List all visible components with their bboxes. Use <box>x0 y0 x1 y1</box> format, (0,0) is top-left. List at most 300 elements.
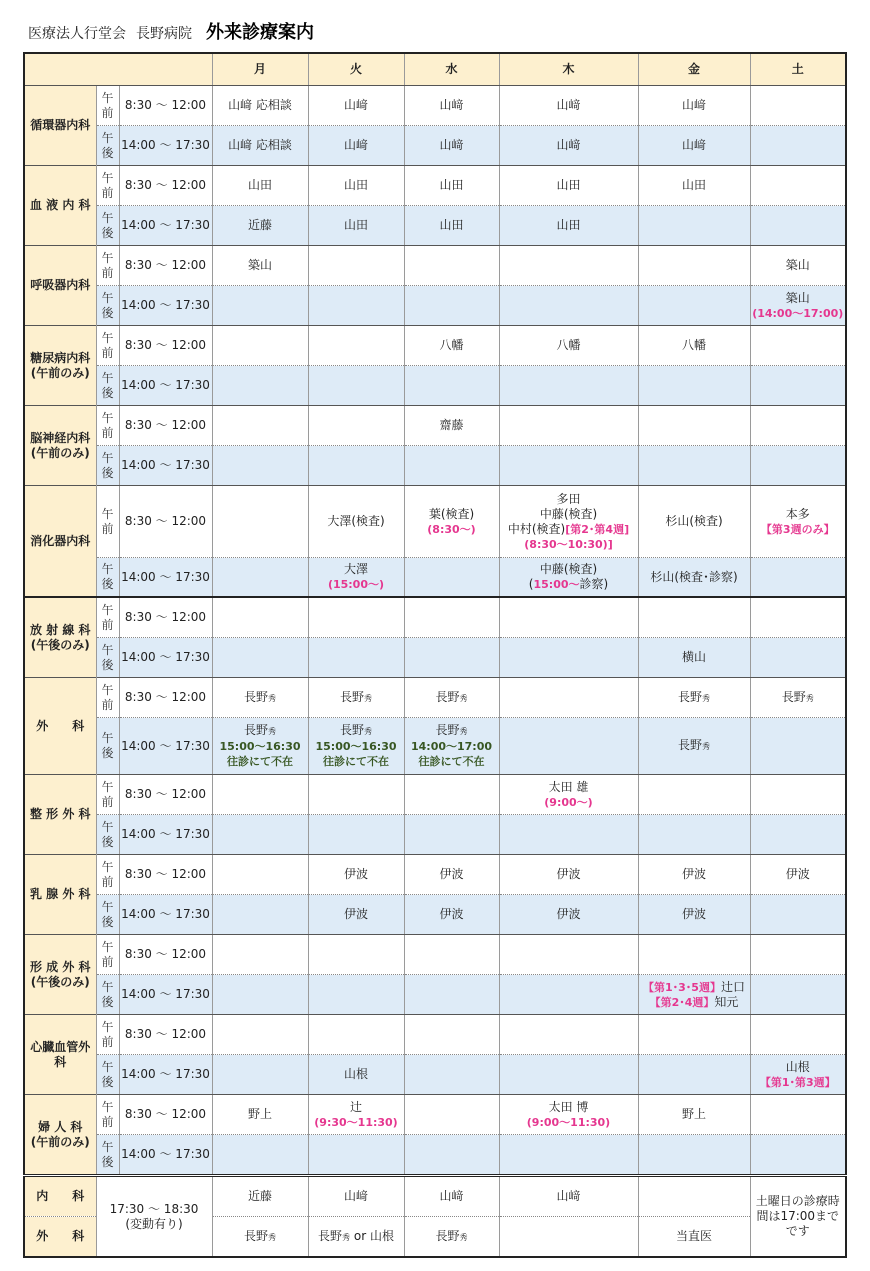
cell <box>499 286 638 326</box>
doctor-name: 長野 <box>435 723 460 737</box>
cell <box>212 486 308 558</box>
name-suffix: 秀 <box>459 727 468 736</box>
hema-am-row <box>24 166 846 206</box>
cell: 伊波 <box>750 855 846 895</box>
cell <box>212 678 308 718</box>
am-time: 8:30 ～ 12:00 <box>119 597 212 638</box>
hours-note: (14:00～17:00) <box>752 306 844 320</box>
cell <box>499 815 638 855</box>
cell <box>750 126 846 166</box>
name-suffix: 秀 <box>364 693 372 703</box>
cell <box>308 678 404 718</box>
pm-label: 午後 <box>96 206 119 246</box>
doctor-name: 山根 <box>785 1059 810 1074</box>
cell <box>750 638 846 678</box>
cell <box>638 286 750 326</box>
dept-name: 脳神経内科 <box>30 430 91 445</box>
evening-internal-row <box>24 1176 846 1217</box>
cell <box>499 1135 638 1176</box>
cell <box>212 975 308 1015</box>
cell <box>212 1015 308 1055</box>
dept-gastro: 消化器内科 <box>24 486 96 598</box>
cell: 大澤(検査) <box>308 486 404 558</box>
doctor-line <box>639 980 750 995</box>
dept-sub: (午前のみ) <box>30 445 90 460</box>
name-suffix: 秀 <box>702 742 710 751</box>
cell <box>404 286 499 326</box>
week-note: 【第2･4週】 <box>649 995 715 1009</box>
am-label: 午前 <box>96 406 119 446</box>
am-label: 午前 <box>96 486 119 558</box>
doctor-name: 辻口 <box>720 979 745 994</box>
cell <box>404 366 499 406</box>
pm-time: 14:00 ～ 17:30 <box>119 206 212 246</box>
cell: 山田 <box>308 166 404 206</box>
cell <box>404 1055 499 1095</box>
pm-label: 午後 <box>96 895 119 935</box>
cell <box>750 775 846 815</box>
day-mon: 月 <box>212 53 308 86</box>
hours-note: (15:00～) <box>327 578 385 591</box>
evening-hours-note: (変動有り) <box>125 1216 183 1231</box>
cell <box>499 935 638 975</box>
doctor-line <box>500 577 638 592</box>
dept-name: 糖尿病内科 <box>30 350 91 365</box>
ortho-pm-row <box>24 815 846 855</box>
cell: 山田 <box>212 166 308 206</box>
dept-hema: 血 液 内 科 <box>24 166 96 246</box>
hours-note: (8:30～) <box>427 522 476 536</box>
corner-cell <box>24 53 212 86</box>
dept-name: 形 成 外 科 <box>29 959 91 974</box>
week-note: [第2･第4週] <box>565 522 630 536</box>
pm-label: 午後 <box>96 558 119 598</box>
resp-am-row <box>24 246 846 286</box>
day-fri: 金 <box>638 53 750 86</box>
dept-resp: 呼吸器内科 <box>24 246 96 326</box>
cell: 山﨑 <box>308 86 404 126</box>
pm-time: 14:00 ～ 17:30 <box>119 1055 212 1095</box>
cell <box>212 1135 308 1176</box>
cell: 伊波 <box>638 855 750 895</box>
name-suffix: 秀 <box>268 727 276 736</box>
pm-label: 午後 <box>96 815 119 855</box>
cell <box>750 718 846 775</box>
cell: 伊波 <box>404 855 499 895</box>
cell: 山﨑 <box>638 126 750 166</box>
cell <box>638 366 750 406</box>
cell <box>404 975 499 1015</box>
pm-label: 午後 <box>96 446 119 486</box>
pm-label: 午後 <box>96 638 119 678</box>
am-time: 8:30 ～ 12:00 <box>119 1015 212 1055</box>
hours-note: (9:00～) <box>544 795 593 809</box>
diab-pm-row <box>24 366 846 406</box>
doctor-line <box>309 723 404 739</box>
day-header-row <box>24 53 846 86</box>
evening-time <box>96 1176 212 1258</box>
pm-time: 14:00 ～ 17:30 <box>119 558 212 598</box>
am-label: 午前 <box>96 678 119 718</box>
cell <box>308 1095 404 1135</box>
dept-sub: (午後のみ) <box>30 637 90 652</box>
cell: 山﨑 <box>404 1176 499 1217</box>
cell: 杉山(検査) <box>638 486 750 558</box>
cell <box>308 1217 404 1258</box>
am-label: 午前 <box>96 1015 119 1055</box>
name-suffix: 秀 <box>805 693 814 703</box>
pm-time: 14:00 ～ 17:30 <box>119 366 212 406</box>
plastic-am-row <box>24 935 846 975</box>
cell <box>212 366 308 406</box>
am-label: 午前 <box>96 246 119 286</box>
am-time: 8:30 ～ 12:00 <box>119 326 212 366</box>
gyn-pm-row <box>24 1135 846 1176</box>
cell <box>499 1055 638 1095</box>
pm-label: 午後 <box>96 286 119 326</box>
cell: 伊波 <box>638 895 750 935</box>
cell <box>499 486 638 558</box>
breast-pm-row <box>24 895 846 935</box>
am-time: 8:30 ～ 12:00 <box>119 855 212 895</box>
cell: 伊波 <box>308 895 404 935</box>
dept-internal: 内 科 <box>24 1176 96 1217</box>
neuro-am-row <box>24 406 846 446</box>
dept-surgery: 外 科 <box>24 1217 96 1258</box>
cell <box>638 406 750 446</box>
cell <box>404 638 499 678</box>
cell <box>638 815 750 855</box>
cell <box>638 1135 750 1176</box>
cell <box>499 597 638 638</box>
doctor-line <box>213 723 308 739</box>
week-note: 【第1･3･5週】 <box>643 980 721 994</box>
am-time: 8:30 ～ 12:00 <box>119 1095 212 1135</box>
dept-name: 放 射 線 科 <box>29 622 91 637</box>
dept-name: 婦 人 科 <box>38 1119 83 1134</box>
paren: ( <box>528 577 534 591</box>
cell <box>750 1135 846 1176</box>
cell <box>499 1015 638 1055</box>
cell <box>750 1015 846 1055</box>
name-suffix: 秀 <box>364 727 372 736</box>
cell <box>308 366 404 406</box>
pm-time: 14:00 ～ 17:30 <box>119 638 212 678</box>
doctor-name: 知元 <box>714 994 739 1009</box>
cell <box>750 446 846 486</box>
doctor-name: 太田 雄 <box>548 779 589 794</box>
absence-note: 往診にて不在 <box>227 755 293 768</box>
cell: 山田 <box>404 166 499 206</box>
cell: 山﨑 <box>638 86 750 126</box>
cell <box>308 815 404 855</box>
surg-pm-row <box>24 718 846 775</box>
cell: 伊波 <box>499 895 638 935</box>
cell <box>499 638 638 678</box>
cell <box>308 638 404 678</box>
cell: 杉山(検査･診察) <box>638 558 750 598</box>
name-suffix: 秀 <box>459 693 468 703</box>
name-suffix: 秀 <box>342 1232 351 1242</box>
doctor-name: 長野 <box>435 1228 460 1243</box>
cell <box>212 775 308 815</box>
pm-time: 14:00 ～ 17:30 <box>119 975 212 1015</box>
am-label: 午前 <box>96 855 119 895</box>
ortho-am-row <box>24 775 846 815</box>
cell <box>750 206 846 246</box>
cell <box>404 246 499 286</box>
cell <box>499 558 638 598</box>
pm-time: 14:00 ～ 17:30 <box>119 1135 212 1176</box>
dept-sub: (午前のみ) <box>30 1134 90 1149</box>
cell: 当直医 <box>638 1217 750 1258</box>
cell <box>750 286 846 326</box>
hours-note: (9:00～11:30) <box>526 1115 611 1129</box>
cell: 八幡 <box>404 326 499 366</box>
cell: 野上 <box>212 1095 308 1135</box>
doctor-name: 長野 <box>677 689 702 704</box>
absence-note: 往診にて不在 <box>418 755 485 768</box>
doctor-line <box>639 995 750 1010</box>
cell <box>308 718 404 775</box>
am-time: 8:30 ～ 12:00 <box>119 775 212 815</box>
pm-time: 14:00 ～ 17:30 <box>119 286 212 326</box>
cell <box>404 678 499 718</box>
cell <box>638 1015 750 1055</box>
dept-plastic <box>24 935 96 1015</box>
hours-note: 15:00～16:30 <box>315 740 397 753</box>
cell: 山根 <box>308 1055 404 1095</box>
cell <box>308 446 404 486</box>
doctor-name: 長野 <box>677 738 702 752</box>
cell: 山﨑 <box>308 1176 404 1217</box>
doctor-name: 本多 <box>785 506 810 521</box>
evening-hours: 17:30 ～ 18:30 <box>109 1201 199 1216</box>
cell: 横山 <box>638 638 750 678</box>
gastro-am-row <box>24 486 846 558</box>
cardiovasc-am-row <box>24 1015 846 1055</box>
am-time: 8:30 ～ 12:00 <box>119 486 212 558</box>
pm-label: 午後 <box>96 366 119 406</box>
gyn-am-row <box>24 1095 846 1135</box>
hours-note: 15:00～ <box>533 578 580 591</box>
cell <box>750 166 846 206</box>
doctor-name: 長野 <box>243 723 268 737</box>
cell <box>750 895 846 935</box>
hema-pm-row <box>24 206 846 246</box>
cell <box>308 286 404 326</box>
doctor-name: 長野 <box>243 689 268 704</box>
cell: 山﨑 応相談 <box>212 126 308 166</box>
week-note: 【第3週のみ】 <box>760 522 835 536</box>
am-time: 8:30 ～ 12:00 <box>119 86 212 126</box>
cell <box>404 935 499 975</box>
name-suffix: 秀 <box>702 693 710 703</box>
absence-note: 往診にて不在 <box>323 755 389 768</box>
cell <box>212 638 308 678</box>
dept-ortho: 整 形 外 科 <box>24 775 96 855</box>
am-label: 午前 <box>96 86 119 126</box>
cell: 八幡 <box>638 326 750 366</box>
cell <box>308 1015 404 1055</box>
cell: 築山 <box>212 246 308 286</box>
cell <box>750 406 846 446</box>
pm-label: 午後 <box>96 1055 119 1095</box>
cell <box>212 558 308 598</box>
cell <box>499 718 638 775</box>
cell <box>750 1055 846 1095</box>
diab-am-row <box>24 326 846 366</box>
cardio-pm-row <box>24 126 846 166</box>
dept-breast: 乳 腺 外 科 <box>24 855 96 935</box>
doctor-name: 太田 博 <box>548 1099 589 1114</box>
cell: 山﨑 <box>499 86 638 126</box>
cell <box>638 678 750 718</box>
week-note: 【第1･第3週】 <box>759 1075 836 1089</box>
cell <box>308 1135 404 1176</box>
cell <box>212 1055 308 1095</box>
cell <box>308 558 404 598</box>
pm-label: 午後 <box>96 126 119 166</box>
doctor-name: 中藤(検査) <box>539 506 598 521</box>
hours-note: (8:30～10:30)] <box>524 537 613 551</box>
cell <box>499 775 638 815</box>
cell: 山田 <box>638 166 750 206</box>
breast-am-row <box>24 855 846 895</box>
note-tail: 診察) <box>579 577 609 591</box>
day-sat: 土 <box>750 53 846 86</box>
cell <box>750 815 846 855</box>
neuro-pm-row <box>24 446 846 486</box>
am-label: 午前 <box>96 775 119 815</box>
cell <box>404 1135 499 1176</box>
doctor-name: 辻 <box>349 1099 362 1114</box>
pm-time: 14:00 ～ 17:30 <box>119 446 212 486</box>
cell <box>212 935 308 975</box>
cell <box>499 406 638 446</box>
cell: 野上 <box>638 1095 750 1135</box>
am-label: 午前 <box>96 1095 119 1135</box>
cell: 山﨑 応相談 <box>212 86 308 126</box>
cell <box>638 975 750 1015</box>
cell: 齋藤 <box>404 406 499 446</box>
cell <box>638 775 750 815</box>
dept-sub: (午後のみ) <box>30 974 90 989</box>
am-label: 午前 <box>96 935 119 975</box>
cell <box>638 1176 750 1217</box>
cell <box>750 366 846 406</box>
cell <box>499 446 638 486</box>
cell: 山田 <box>404 206 499 246</box>
cell <box>212 815 308 855</box>
pm-label: 午後 <box>96 1135 119 1176</box>
am-time: 8:30 ～ 12:00 <box>119 166 212 206</box>
cell <box>750 86 846 126</box>
am-label: 午前 <box>96 166 119 206</box>
cell: 山﨑 <box>404 126 499 166</box>
cell <box>308 326 404 366</box>
cell <box>308 246 404 286</box>
doctor-name: 葉(検査) <box>428 506 475 521</box>
hours-note: (9:30～11:30) <box>314 1115 398 1129</box>
cell: 山田 <box>499 166 638 206</box>
page-title: 外来診療案内 <box>206 22 314 43</box>
cell <box>750 597 846 638</box>
cell <box>750 975 846 1015</box>
cell <box>404 1015 499 1055</box>
pm-time: 14:00 ～ 17:30 <box>119 815 212 855</box>
cell: 近藤 <box>212 1176 308 1217</box>
radio-am-row <box>24 597 846 638</box>
cell <box>750 678 846 718</box>
radio-pm-row <box>24 638 846 678</box>
cell: 伊波 <box>308 855 404 895</box>
cell: 八幡 <box>499 326 638 366</box>
saturday-note: 土曜日の診療時間は17:00までです <box>750 1176 846 1258</box>
cell: 山﨑 <box>308 126 404 166</box>
cell <box>308 597 404 638</box>
cell <box>638 246 750 286</box>
doctor-name: or 山根 <box>350 1228 394 1243</box>
dept-radio <box>24 597 96 678</box>
cell <box>499 678 638 718</box>
cell <box>499 1217 638 1258</box>
cell <box>499 1095 638 1135</box>
cell <box>404 775 499 815</box>
doctor-name: 長野 <box>435 689 460 704</box>
resp-pm-row <box>24 286 846 326</box>
am-label: 午前 <box>96 597 119 638</box>
schedule-table <box>23 52 847 1258</box>
cell <box>212 446 308 486</box>
cell <box>404 1217 499 1258</box>
pm-label: 午後 <box>96 975 119 1015</box>
cell: 山田 <box>499 206 638 246</box>
cell <box>308 935 404 975</box>
am-label: 午前 <box>96 326 119 366</box>
pm-time: 14:00 ～ 17:30 <box>119 718 212 775</box>
cell <box>308 775 404 815</box>
pm-label: 午後 <box>96 718 119 775</box>
dept-gyn <box>24 1095 96 1176</box>
doctor-name: 多田 <box>556 491 581 506</box>
cell <box>638 206 750 246</box>
doctor-name: 中藤(検査) <box>539 562 598 576</box>
cell <box>308 406 404 446</box>
name-suffix: 秀 <box>459 1232 468 1242</box>
day-wed: 水 <box>404 53 499 86</box>
am-time: 8:30 ～ 12:00 <box>119 246 212 286</box>
cell: 近藤 <box>212 206 308 246</box>
day-thu: 木 <box>499 53 638 86</box>
cell <box>404 597 499 638</box>
cell: 山﨑 <box>404 86 499 126</box>
cell <box>499 366 638 406</box>
cell <box>404 718 499 775</box>
am-time: 8:30 ～ 12:00 <box>119 406 212 446</box>
pm-time: 14:00 ～ 17:30 <box>119 895 212 935</box>
cell <box>404 486 499 558</box>
cell <box>638 597 750 638</box>
doctor-name: 大澤 <box>343 562 368 576</box>
cell: 伊波 <box>499 855 638 895</box>
cell: 築山 <box>750 246 846 286</box>
org-name: 医療法人行堂会 <box>28 26 126 42</box>
cell <box>212 855 308 895</box>
dept-neuro <box>24 406 96 486</box>
cell <box>308 975 404 1015</box>
dept-sub: (午前のみ) <box>30 365 90 380</box>
